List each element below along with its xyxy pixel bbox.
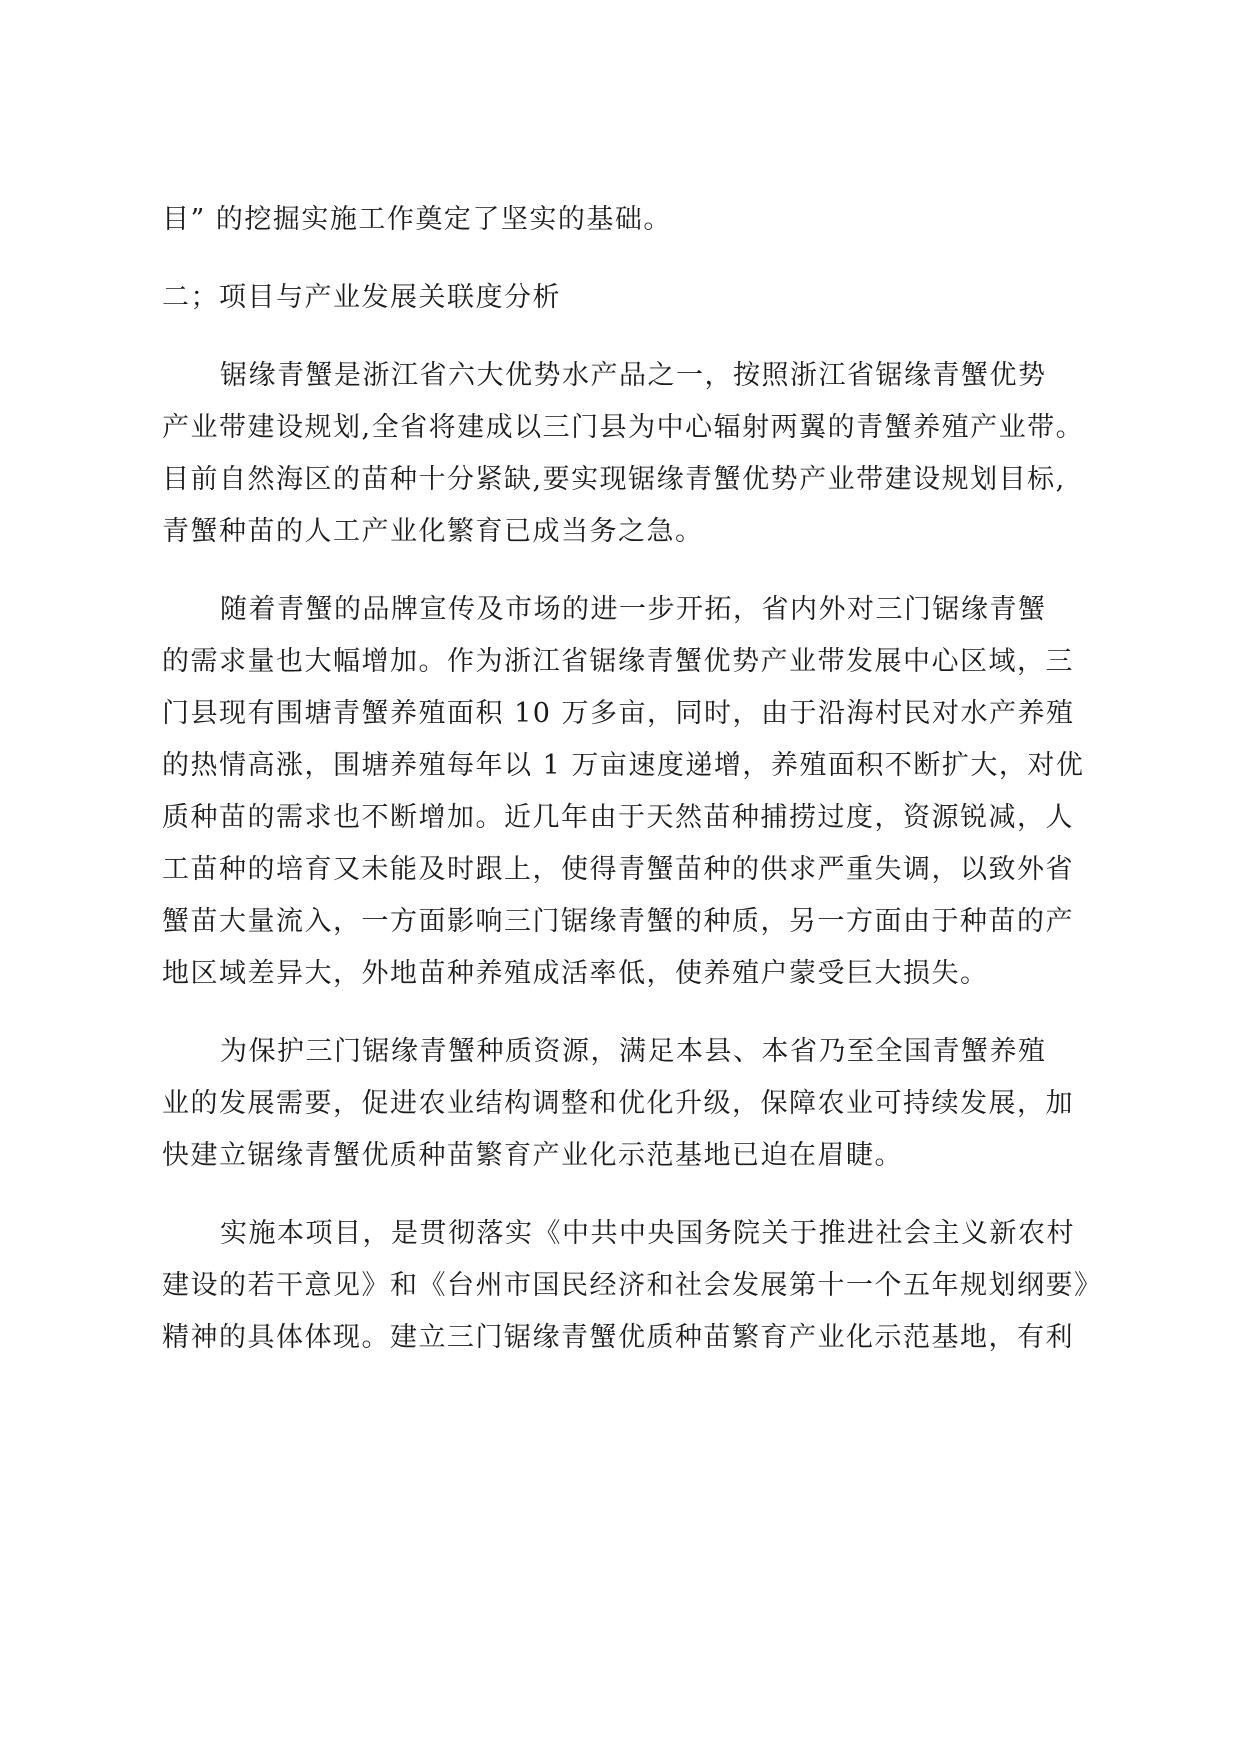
text-line: 锯缘青蟹是浙江省六大优势水产品之一，按照浙江省锯缘青蟹优势 bbox=[220, 360, 1047, 391]
text-line: 工苗种的培育又未能及时跟上，使得青蟹苗种的供求严重失调，以致外省 bbox=[162, 854, 1074, 885]
paragraph-1 bbox=[162, 350, 1085, 558]
paragraph-3 bbox=[162, 1026, 1082, 1182]
text-line: 快建立锯缘青蟹优质种苗繁育产业化示范基地已迫在眉睫。 bbox=[162, 1140, 903, 1171]
text-line: 地区域差异大，外地苗种养殖成活率低，使养殖户蒙受巨大损失。 bbox=[162, 958, 989, 989]
text-line: 蟹苗大量流入，一方面影响三门锯缘青蟹的种质，另一方面由于种苗的产 bbox=[162, 906, 1074, 937]
text-line: 建设的若干意见》和《台州市国民经济和社会发展第十一个五年规划纲要》 bbox=[162, 1270, 1103, 1301]
text-line: 随着青蟹的品牌宣传及市场的进一步开拓，省内外对三门锯缘青蟹 bbox=[220, 594, 1047, 625]
text-line: 目前自然海区的苗种十分紧缺,要实现锯缘青蟹优势产业带建设规划目标, bbox=[162, 464, 1066, 495]
text-line: 实施本项目，是贯彻落实《中共中央国务院关于推进社会主义新农村 bbox=[220, 1218, 1075, 1249]
text-line: 产业带建设规划,全省将建成以三门县为中心辐射两翼的青蟹养殖产业带。 bbox=[162, 412, 1085, 443]
document-body bbox=[162, 194, 1103, 1364]
paragraph-continuation bbox=[162, 194, 1082, 246]
text-line: 业的发展需要，促进农业结构调整和优化升级，保障农业可持续发展，加 bbox=[162, 1088, 1074, 1119]
text-line: 门县现有围塘青蟹养殖面积 10 万多亩，同时，由于沿海村民对水产养殖 bbox=[162, 698, 1075, 729]
section-heading bbox=[162, 272, 1082, 324]
text-line: 为保护三门锯缘青蟹种质资源，满足本县、本省乃至全国青蟹养殖 bbox=[220, 1036, 1047, 1067]
text-line: 的热情高涨，围塘养殖每年以 1 万亩速度递增，养殖面积不断扩大，对优 bbox=[162, 750, 1085, 781]
heading-text: 二；项目与产业发展关联度分析 bbox=[162, 282, 561, 313]
text-line: 目” 的挖掘实施工作奠定了坚实的基础。 bbox=[162, 204, 672, 235]
paragraph-2 bbox=[162, 584, 1085, 1000]
text-line: 青蟹种苗的人工产业化繁育已成当务之急。 bbox=[162, 516, 704, 547]
paragraph-4 bbox=[162, 1208, 1103, 1364]
text-line: 质种苗的需求也不断增加。近几年由于天然苗种捕捞过度，资源锐减，人 bbox=[162, 802, 1074, 833]
text-line: 精神的具体体现。建立三门锯缘青蟹优质种苗繁育产业化示范基地，有利 bbox=[162, 1322, 1074, 1353]
text-line: 的需求量也大幅增加。作为浙江省锯缘青蟹优势产业带发展中心区域，三 bbox=[162, 646, 1074, 677]
